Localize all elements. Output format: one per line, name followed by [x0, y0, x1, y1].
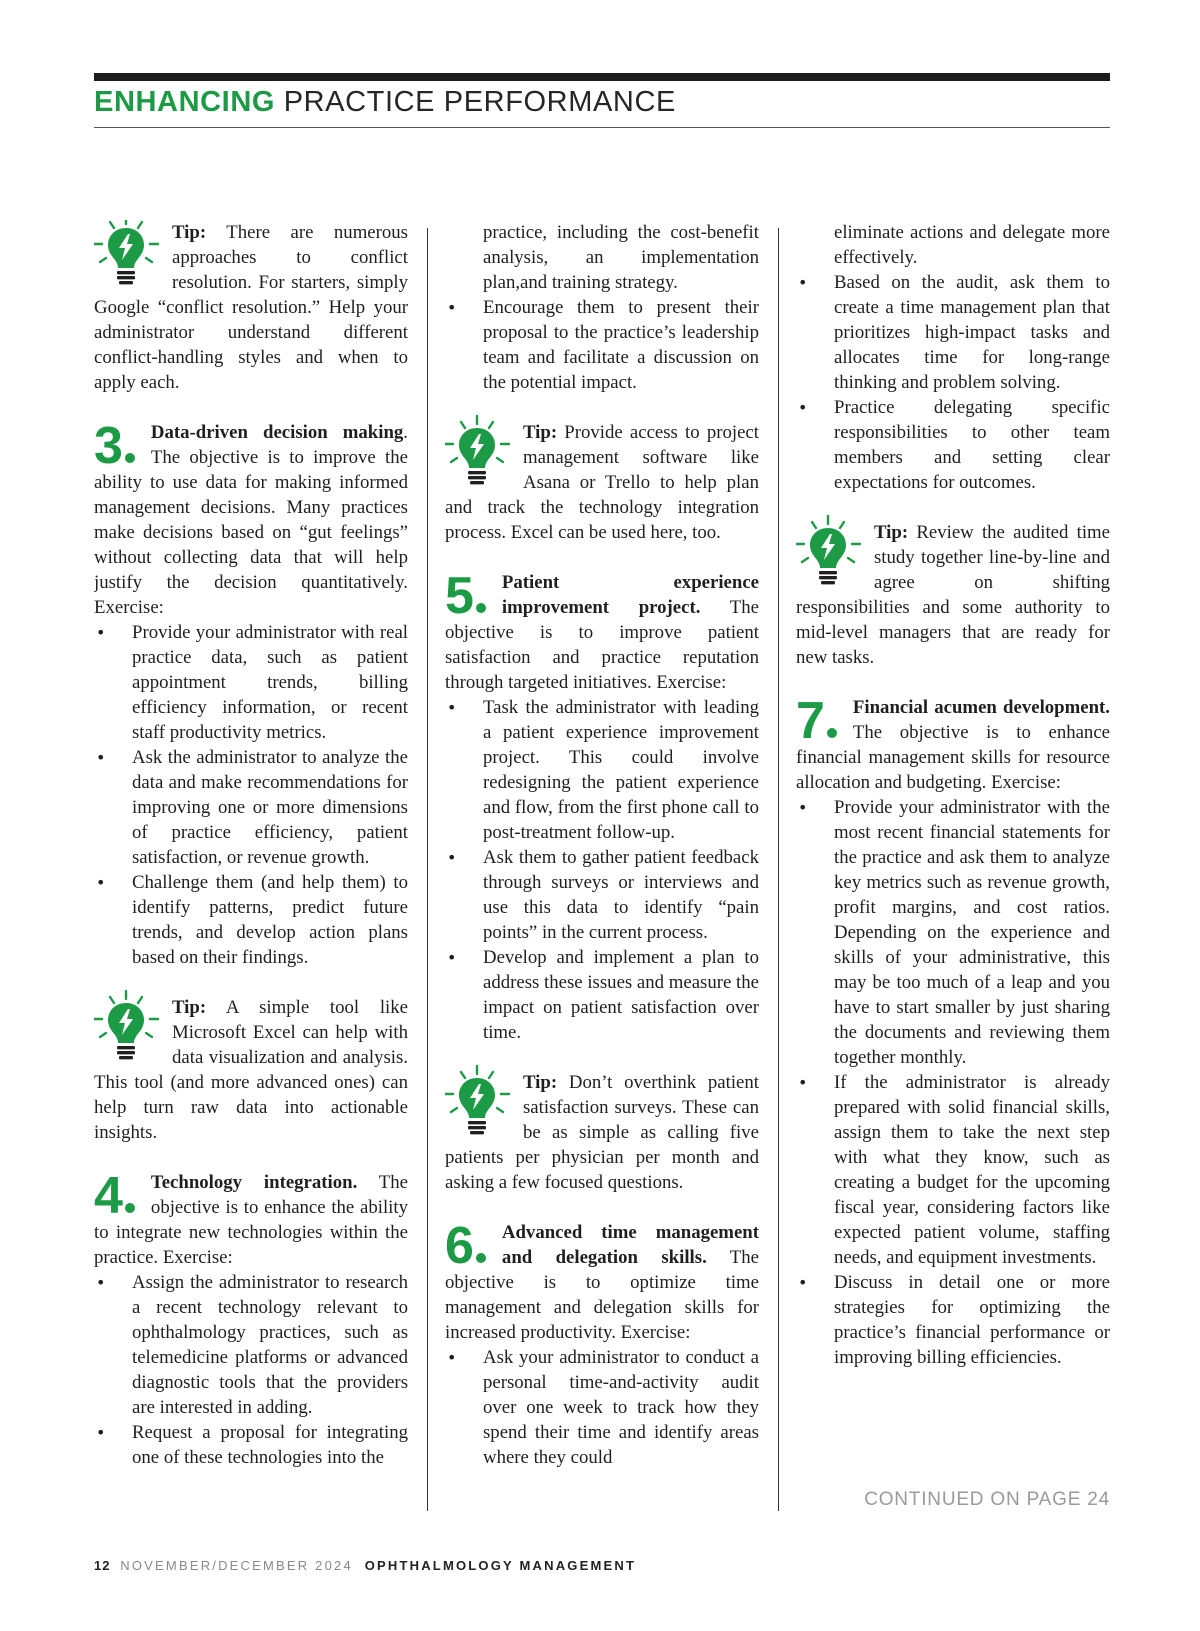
continued-on-page-link[interactable]: CONTINUED ON PAGE 24: [864, 1489, 1110, 1510]
lightbulb-icon: [94, 989, 170, 1067]
item-number: 3: [94, 423, 135, 469]
issue-date: NOVEMBER/DECEMBER 2024: [120, 1558, 353, 1573]
list-item: • Ask them to gather patient feedback through surveys or interviews and use this data to identify “pain points” in the current process.: [445, 845, 759, 945]
tip-label: Tip:: [172, 222, 207, 243]
item-number: 5: [445, 573, 486, 619]
section-title-strong: ENHANCING: [94, 86, 276, 118]
column-1: [94, 220, 408, 1517]
tip-text: A simple tool like Microsoft Excel can help with data visualization and analysis. This tool (and more advanced ones) can help turn raw data into actionable insights.: [94, 997, 408, 1143]
list-item: • Practice delegating specific responsibilities to other team members and setting clear expectations for outcomes.: [796, 395, 1110, 495]
item-title: Technology integration.: [150, 1172, 358, 1193]
section-title: [94, 86, 676, 119]
lightbulb-icon: [796, 514, 872, 592]
item-3-data-driven: [94, 417, 408, 970]
tip-text: Don’t overthink patient satisfaction surveys. These can be as simple as calling five patients per physician per month and asking a few focused questions.: [445, 1072, 759, 1193]
list-item: • Discuss in detail one or more strategies for optimizing the practice’s financial performance or improving billing efficiencies.: [796, 1270, 1110, 1370]
item-intro: The objective is to optimize time management and delegation skills for increased productivity. Exercise:: [445, 1247, 759, 1343]
item-number: 6: [445, 1223, 486, 1269]
list-item: • Encourage them to present their proposal to the practice’s leadership team and facilitate a discussion on the potential impact.: [445, 295, 759, 395]
list-item: • Develop and implement a plan to address these issues and measure the impact on patient satisfaction over time.: [445, 945, 759, 1045]
item-title: Data-driven decision making: [150, 422, 404, 443]
tip-box: [445, 1070, 759, 1195]
list-item: • If the administrator is already prepared with solid financial skills, assign them to take the next step with what they know, such as creating a budget for the upcoming fiscal year, considering factors like expected patient volume, staffing needs, and equipment investments.: [796, 1070, 1110, 1270]
column-3: [796, 220, 1110, 1517]
page-footer: [94, 1558, 636, 1573]
tip-box: [94, 995, 408, 1145]
list-item: • Assign the administrator to research a recent technology relevant to ophthalmology practices, such as telemedicine platforms or advanced diagnostic tools that the providers are interested in adding.: [94, 1270, 408, 1420]
lightbulb-icon: [445, 414, 521, 492]
list-item: • Provide your administrator with real practice data, such as patient appointment trends, billing efficiency information, or recent staff productivity metrics.: [94, 620, 408, 745]
continued-text: eliminate actions and delegate more effectively.: [834, 222, 1110, 268]
item-7-financial: [796, 692, 1110, 1370]
list-item: • Provide your administrator with the most recent financial statements for the practice and ask them to analyze key metrics such as revenue growth, profit margins, and cost ratios. Depending on the experience and skills of your administrative, this may be too much of a leap and you have to start smaller by just sharing the documents and reviewing them together monthly.: [796, 795, 1110, 1070]
column-divider-1: [427, 228, 428, 1511]
item-6-time-management: [445, 1217, 759, 1470]
tip-label: Tip:: [523, 1072, 558, 1093]
section-title-rest: PRACTICE PERFORMANCE: [283, 86, 676, 118]
item-number: 7: [796, 698, 837, 744]
item-intro: The objective is to improve patient satisfaction and practice reputation through targeted initiatives. Exercise:: [445, 597, 759, 693]
tip-text: There are numerous approaches to conflict resolution. For starters, simply Google “conflict resolution.” Help your administrator understand different conflict-handling styles and when to apply each.: [94, 222, 408, 393]
tip-label: Tip:: [523, 422, 558, 443]
title-underline: [94, 127, 1110, 128]
lightbulb-icon: [94, 220, 170, 292]
tip-box: [94, 220, 408, 395]
tip-label: Tip:: [874, 522, 909, 543]
list-item: • Request a proposal for integrating one of these technologies into the: [94, 1420, 408, 1470]
column-2: [445, 220, 759, 1517]
lightbulb-icon: [445, 1064, 521, 1142]
item-title: Advanced time management and delegation skills.: [501, 1222, 759, 1268]
item-4-technology: [94, 1167, 408, 1470]
list-item: • Challenge them (and help them) to identify patterns, predict future trends, and develop action plans based on their findings.: [94, 870, 408, 970]
tip-box: [445, 420, 759, 545]
list-item: • Based on the audit, ask them to create a time management plan that prioritizes high-impact tasks and allocates time for long-range thinking and problem solving.: [796, 270, 1110, 395]
list-item: • Ask your administrator to conduct a personal time-and-activity audit over one week to track how they spend their time and identify areas where they could: [445, 1345, 759, 1470]
list-item: • Ask the administrator to analyze the data and make recommendations for improving one or more dimensions of practice efficiency, patient satisfaction, or revenue growth.: [94, 745, 408, 870]
item-number: 4: [94, 1173, 135, 1219]
page-number: 12: [94, 1558, 111, 1573]
tip-box: [796, 520, 1110, 670]
item-title: Patient experience improvement project.: [501, 572, 759, 618]
column-divider-2: [778, 228, 779, 1511]
item-intro: . The objective is to improve the ability to use data for making informed management decisions. Many practices make decisions based on “gut feelings” without collecting data that will help justify the decision quantitatively. Exercise:: [94, 422, 408, 618]
tip-label: Tip:: [172, 997, 207, 1018]
list-item: • Task the administrator with leading a patient experience improvement project. This could involve redesigning the patient experience and flow, from the first phone call to post-treatment follow-up.: [445, 695, 759, 845]
tip-text: Review the audited time study together line-by-line and agree on shifting responsibilities and some authority to mid-level managers that are ready for new tasks.: [796, 522, 1110, 668]
magazine-name: OPHTHALMOLOGY MANAGEMENT: [364, 1558, 637, 1573]
item-5-patient-experience: [445, 567, 759, 1045]
item-intro: The objective is to enhance the ability to integrate new technologies within the practice. Exercise:: [94, 1172, 408, 1268]
item-title: Financial acumen development.: [852, 697, 1110, 718]
item-intro: The objective is to enhance financial management skills for resource allocation and budgeting. Exercise:: [796, 722, 1110, 793]
tip-text: Provide access to project management software like Asana or Trello to help plan and track the technology integration process. Excel can be used here, too.: [445, 422, 759, 543]
continued-text: practice, including the cost-benefit analysis, an implementation plan,and training strategy.: [483, 222, 759, 293]
top-rule-bar: [94, 73, 1110, 81]
